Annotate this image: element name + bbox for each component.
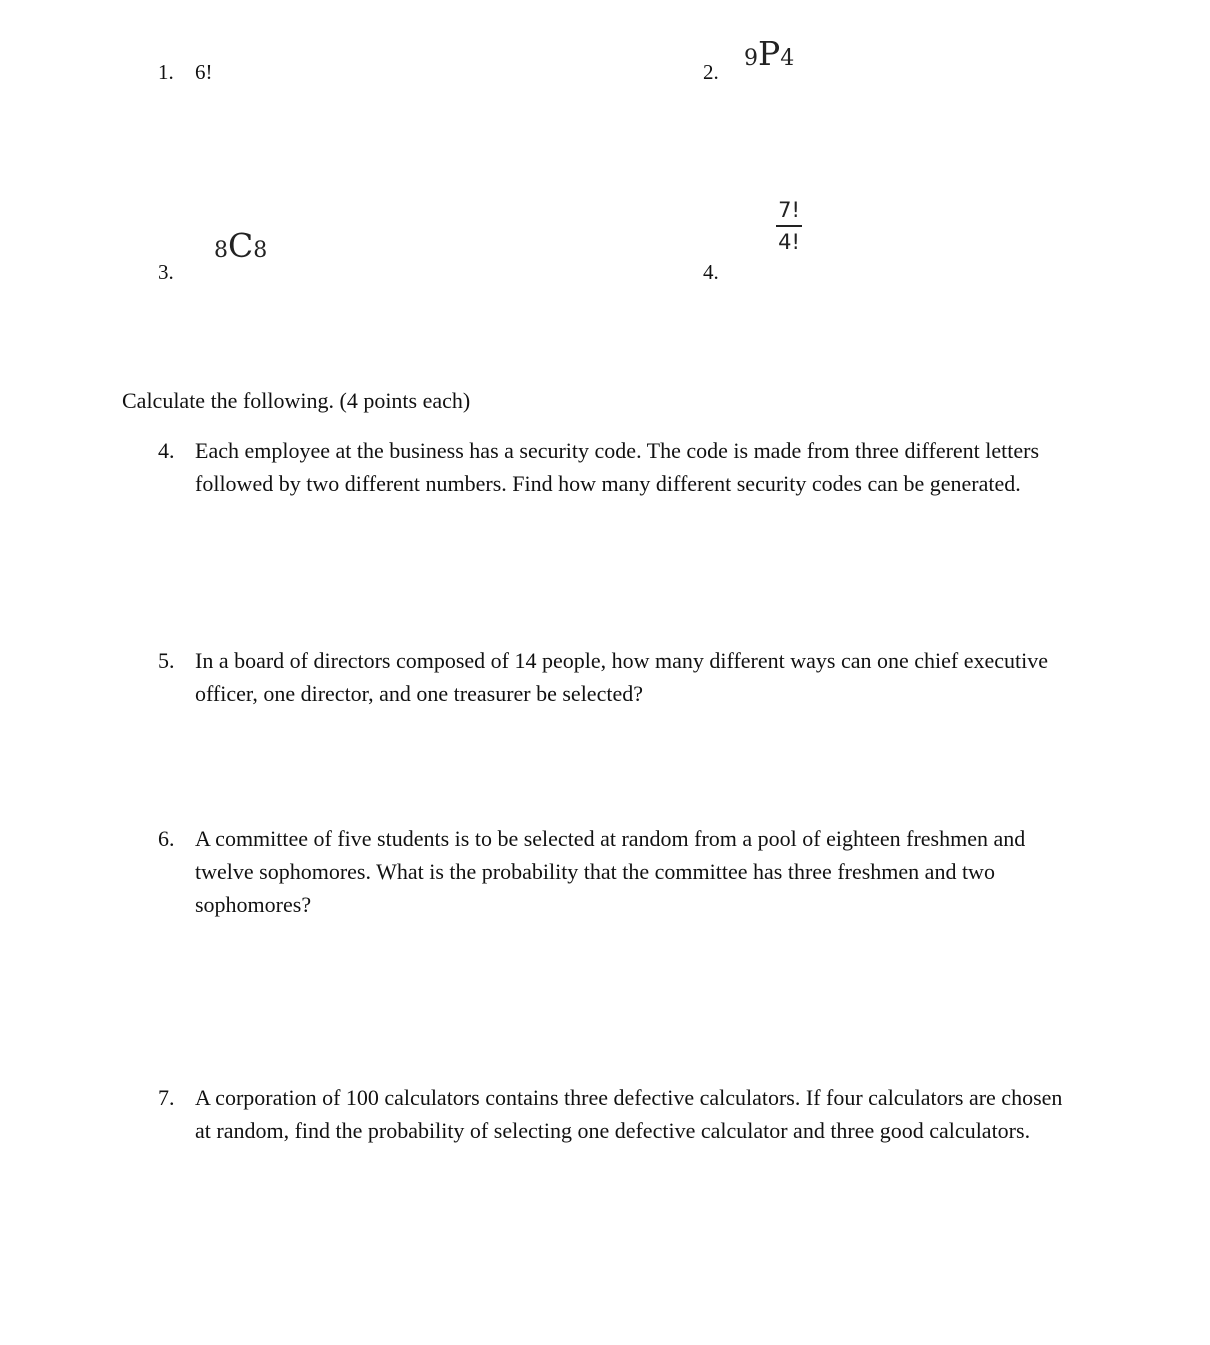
problem-4-number: 4.: [158, 438, 175, 463]
fraction-bar: [776, 225, 802, 227]
item-1-expression: 6!: [195, 60, 213, 84]
item-3-number: 3.: [158, 260, 174, 284]
problem-4-text: Each employee at the business has a security code. The code is made from three different letters followed by two different numbers. Find how many different security codes can be generated.: [195, 438, 1040, 496]
instructions: Calculate the following. (4 points each): [122, 388, 471, 413]
item-3-pre: 8: [214, 238, 228, 263]
item-3-post: 8: [253, 238, 268, 263]
problem-5: [158, 644, 1078, 710]
item-4-denominator: 4!: [778, 230, 800, 254]
item-2-permutation: [744, 34, 794, 73]
problem-6: [158, 822, 1078, 921]
problem-6-text: A committee of five students is to be selected at random from a pool of eighteen freshmen and twelve sophomores. What is the probability that the committee has three freshmen and two sophomores?: [195, 826, 1026, 917]
item-3-letter: C: [228, 226, 254, 265]
item-2-post: 4: [780, 46, 795, 71]
item-2-number: 2.: [703, 60, 719, 84]
problem-5-number: 5.: [158, 648, 175, 673]
problem-4: [158, 434, 1078, 500]
item-2-letter: P: [758, 34, 781, 73]
item-1-number: 1.: [158, 60, 174, 84]
problem-6-number: 6.: [158, 826, 175, 851]
item-4-number: 4.: [703, 260, 719, 284]
item-3-combination: [214, 226, 267, 265]
problem-7-number: 7.: [158, 1085, 175, 1110]
item-2-pre: 9: [744, 46, 758, 71]
problem-7-text: A corporation of 100 calculators contains three defective calculators. If four calculators are chosen at random, find the probability of selecting one defective calculator and three good calculators.: [195, 1085, 1063, 1143]
item-4-fraction: [774, 196, 804, 256]
problem-5-text: In a board of directors composed of 14 people, how many different ways can one chief executive officer, one director, and one treasurer be selected?: [195, 648, 1049, 706]
item-4-numerator: 7!: [778, 198, 800, 222]
problem-7: [158, 1081, 1078, 1147]
